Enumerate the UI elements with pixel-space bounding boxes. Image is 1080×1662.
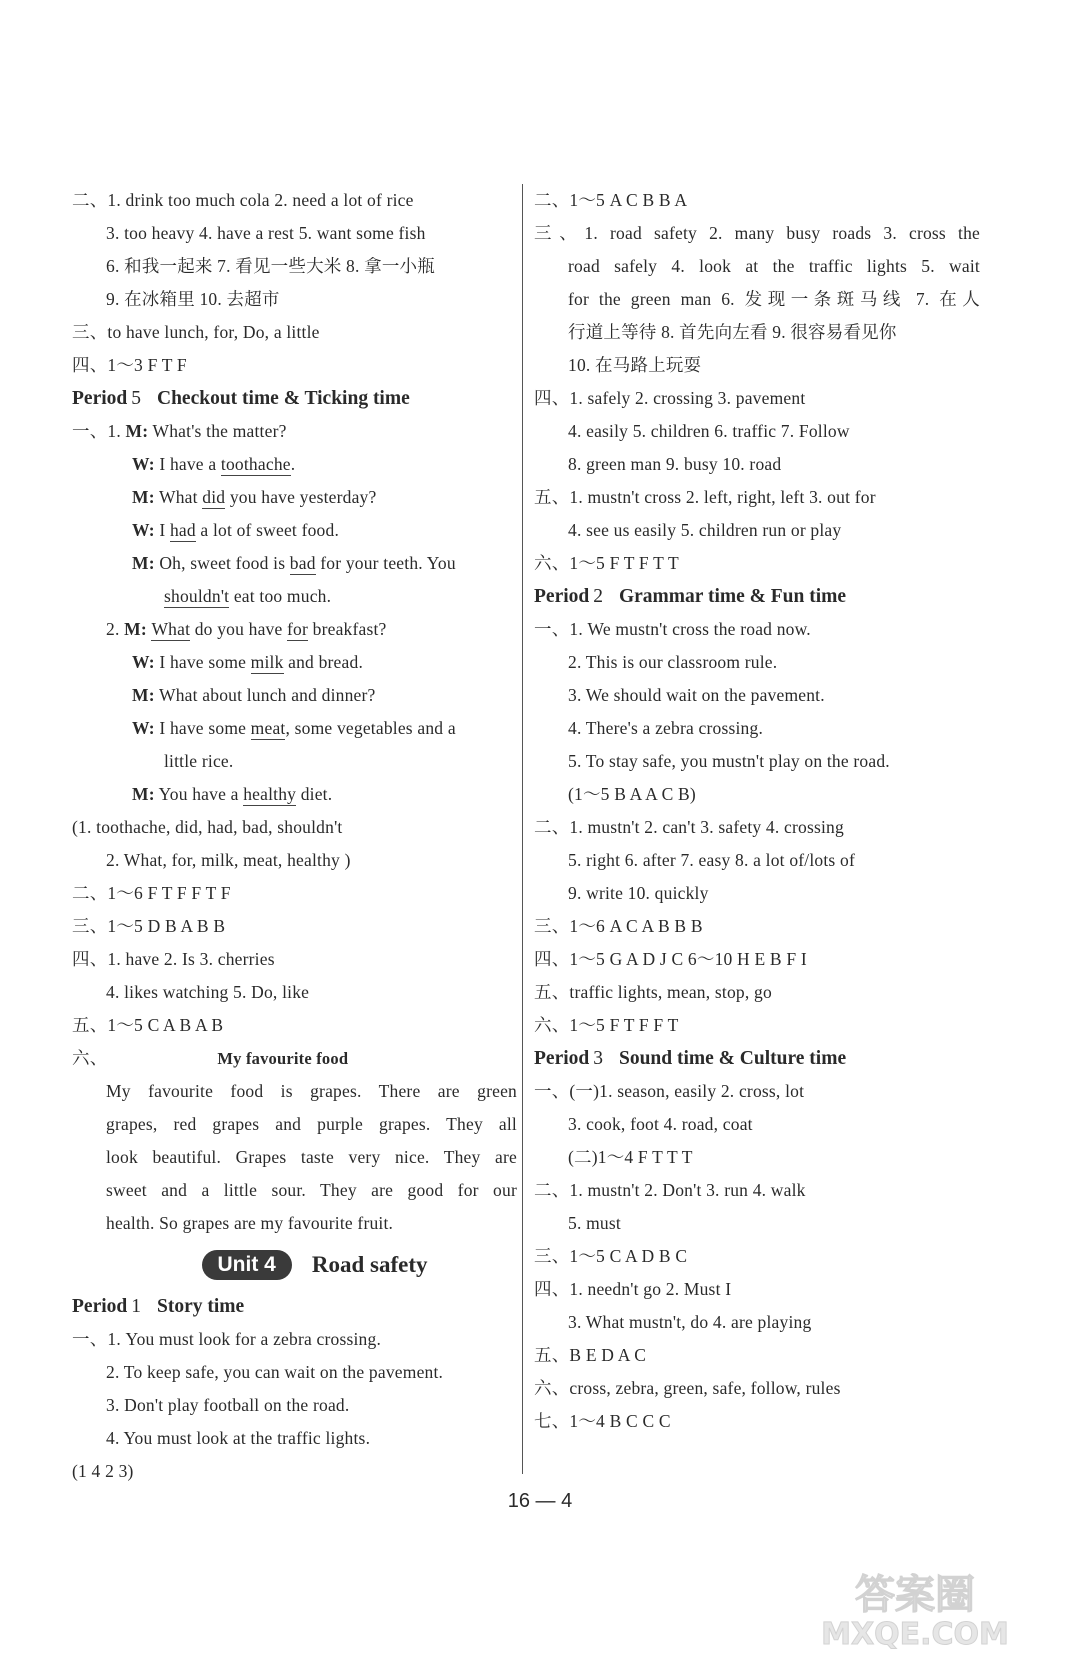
answer-line: 二、1. mustn't 2. can't 3. safety 4. crossing — [534, 817, 844, 837]
speaker-label: W: — [132, 652, 155, 672]
answer-line: 3. Don't play football on the road. — [106, 1395, 350, 1415]
period-heading — [534, 1042, 980, 1075]
answer-line: (1 4 2 3) — [72, 1461, 134, 1481]
right-column — [534, 184, 980, 1438]
period-title: Checkout time & Ticking time — [156, 388, 410, 409]
answer-line: 4. You must look at the traffic lights. — [106, 1428, 371, 1448]
unit-badge: Unit 4 — [202, 1250, 292, 1280]
period-title: Sound time & Culture time — [618, 1048, 847, 1069]
answer-line: 3. What mustn't, do 4. are playing — [568, 1312, 812, 1332]
essay-line: grapes, red grapes and purple grapes. They all — [106, 1114, 517, 1134]
answer-line: 一、1. You must look for a zebra crossing. — [72, 1329, 382, 1349]
answer-line: 行道上等待 8. 首先向左看 9. 很容易看见你 — [568, 322, 897, 342]
dialog-text: I — [154, 520, 170, 540]
dialog-text: What about lunch and dinner? — [154, 685, 376, 705]
left-column — [72, 184, 517, 1488]
speaker-label: W: — [132, 454, 155, 474]
dialog-line — [72, 547, 517, 580]
period-label: Period — [72, 1296, 128, 1317]
answer-line: 三、1～5 D B A B B — [72, 916, 226, 936]
dialog-text: What's the matter? — [148, 421, 287, 441]
dialog-text: do you have — [190, 619, 288, 639]
answer-line: 四、1. have 2. Is 3. cherries — [72, 949, 275, 969]
answer-blank: bad — [289, 553, 316, 573]
dialog-line — [72, 448, 517, 481]
answer-line: 4. see us easily 5. children run or play — [568, 520, 842, 540]
speaker-label: M: — [132, 784, 155, 804]
answer-line: 三、1. road safety 2. many busy roads 3. cross the — [534, 223, 980, 243]
dialog-text: You have a — [154, 784, 244, 804]
dialog-text: I have some — [154, 652, 251, 672]
answer-blank: toothache — [220, 454, 291, 474]
answer-line: 二、1～6 F T F F T F — [72, 883, 231, 903]
essay-line: sweet and a little sour. They are good for our — [106, 1180, 517, 1200]
answer-line: 三、to have lunch, for, Do, a little — [72, 322, 320, 342]
speaker-label: M: — [124, 619, 147, 639]
period-title: Grammar time & Fun time — [618, 586, 847, 607]
answer-line: 2. What, for, milk, meat, healthy ) — [106, 850, 351, 870]
answer-line: 六、1～5 F T F F T — [534, 1015, 679, 1035]
answer-line: 10. 在马路上玩耍 — [568, 355, 702, 375]
period-heading — [72, 1290, 517, 1323]
answer-line: 3. too heavy 4. have a rest 5. want some fish — [106, 223, 426, 243]
answer-line: for the green man 6. 发现一条斑马线 7. 在人 — [568, 289, 980, 309]
dialog-line — [72, 415, 517, 448]
essay-line: health. So grapes are my favourite fruit. — [106, 1213, 394, 1233]
speaker-label: M: — [132, 553, 155, 573]
answer-line: 5. right 6. after 7. easy 8. a lot of/lots of — [568, 850, 855, 870]
answer-line: 六、1～5 F T F T T — [534, 553, 679, 573]
answer-line: 9. 在冰箱里 10. 去超市 — [106, 289, 280, 309]
answer-line: 3. We should wait on the pavement. — [568, 685, 825, 705]
answer-line: 五、1. mustn't cross 2. left, right, left 3. out for — [534, 487, 876, 507]
answer-line: 一、(一)1. season, easily 2. cross, lot — [534, 1081, 805, 1101]
answer-line: (1. toothache, did, had, bad, shouldn't — [72, 817, 343, 837]
watermark-bottom-text: MXQE.COM — [821, 1617, 1009, 1650]
dialog-line — [72, 712, 517, 745]
period-number: 3 — [593, 1048, 603, 1069]
period-number: 5 — [131, 388, 141, 409]
period-number: 1 — [131, 1296, 141, 1317]
answer-line: 二、1～5 A C B B A — [534, 190, 688, 210]
item-number: 一、1. — [72, 421, 126, 441]
period-label: Period — [72, 388, 128, 409]
answer-line: 四、1. needn't go 2. Must I — [534, 1279, 732, 1299]
speaker-label: M: — [132, 685, 155, 705]
answer-line: 五、1～5 C A B A B — [72, 1015, 224, 1035]
answer-line: 四、1～5 G A D J C 6～10 H E B F I — [534, 949, 807, 969]
answer-line: (1～5 B A A C B) — [568, 784, 696, 804]
answer-line: 9. write 10. quickly — [568, 883, 709, 903]
answer-blank: had — [169, 520, 196, 540]
unit-heading — [112, 1240, 517, 1290]
essay-line: My favourite food is grapes. There are green — [106, 1081, 517, 1101]
dialog-text: I have a — [154, 454, 221, 474]
item-number: 2. — [106, 619, 125, 639]
column-divider — [522, 184, 523, 1474]
dialog-text: for your teeth. You — [315, 553, 456, 573]
page-number: 16 — 4 — [507, 1490, 573, 1512]
answer-line: 二、1. mustn't 2. Don't 3. run 4. walk — [534, 1180, 806, 1200]
answer-line: road safely 4. look at the traffic lights 5. wait — [568, 256, 980, 276]
answer-line: 二、1. drink too much cola 2. need a lot of rice — [72, 190, 414, 210]
speaker-label: M: — [132, 487, 155, 507]
answer-line: 4. There's a zebra crossing. — [568, 718, 764, 738]
dialog-text: a lot of sweet food. — [195, 520, 340, 540]
dialog-line — [72, 580, 517, 613]
answer-line: 5. To stay safe, you mustn't play on the road. — [568, 751, 890, 771]
answer-blank: milk — [250, 652, 284, 672]
answer-blank: shouldn't — [164, 586, 230, 606]
dialog-text: diet. — [296, 784, 333, 804]
answer-line: 三、1～6 A C A B B B — [534, 916, 703, 936]
section-number: 六、 — [72, 1048, 108, 1068]
dialog-text: What — [154, 487, 203, 507]
answer-blank: healthy — [243, 784, 297, 804]
dialog-text: , some vegetables and a — [285, 718, 456, 738]
period-heading — [72, 382, 517, 415]
unit-title: Road safety — [311, 1252, 428, 1277]
answer-line: 七、1～4 B C C C — [534, 1411, 671, 1431]
speaker-label: W: — [132, 520, 155, 540]
answer-blank: What — [151, 619, 191, 639]
dialog-text: breakfast? — [308, 619, 387, 639]
period-label: Period — [534, 586, 590, 607]
answer-line: 2. This is our classroom rule. — [568, 652, 778, 672]
answer-blank: for — [287, 619, 309, 639]
answer-line: 4. easily 5. children 6. traffic 7. Follow — [568, 421, 850, 441]
answer-line: 4. likes watching 5. Do, like — [106, 982, 310, 1002]
answer-line: 8. green man 9. busy 10. road — [568, 454, 782, 474]
period-label: Period — [534, 1048, 590, 1069]
answer-blank: meat — [250, 718, 286, 738]
period-title: Story time — [156, 1296, 245, 1317]
period-number: 2 — [593, 586, 603, 607]
dialog-line — [72, 778, 517, 811]
dialog-line — [72, 646, 517, 679]
dialog-line — [72, 613, 517, 646]
answer-line: 3. cook, foot 4. road, coat — [568, 1114, 753, 1134]
speaker-label: M: — [125, 421, 149, 441]
dialog-line — [72, 481, 517, 514]
dialog-text: eat too much. — [229, 586, 332, 606]
answer-line: 五、B E D A C — [534, 1345, 647, 1365]
dialog-text: and bread. — [283, 652, 364, 672]
speaker-label: W: — [132, 718, 155, 738]
essay-line: look beautiful. Grapes taste very nice. They are — [106, 1147, 517, 1167]
answer-line: 2. To keep safe, you can wait on the pavement. — [106, 1362, 444, 1382]
essay-heading — [72, 1042, 517, 1075]
dialog-text: . — [290, 454, 296, 474]
answer-line: 五、traffic lights, mean, stop, go — [534, 982, 772, 1002]
dialog-line — [72, 679, 517, 712]
answer-line: 四、1～3 F T F — [72, 355, 187, 375]
watermark-top-text: 答案圈 — [855, 1572, 975, 1618]
answer-line: 六、cross, zebra, green, safe, follow, rules — [534, 1378, 841, 1398]
essay-title: My favourite food — [217, 1049, 349, 1068]
answer-line: 6. 和我一起来 7. 看见一些大米 8. 拿一小瓶 — [106, 256, 435, 276]
dialog-line — [72, 745, 517, 778]
dialog-text: I have some — [154, 718, 251, 738]
dialog-line — [72, 514, 517, 547]
dialog-text: Oh, sweet food is — [154, 553, 290, 573]
dialog-text: you have yesterday? — [225, 487, 377, 507]
answer-line: 一、1. We mustn't cross the road now. — [534, 619, 811, 639]
answer-blank: did — [202, 487, 226, 507]
dialog-text: little rice. — [164, 751, 234, 771]
answer-line: 三、1～5 C A D B C — [534, 1246, 688, 1266]
answer-line: 四、1. safely 2. crossing 3. pavement — [534, 388, 806, 408]
answer-line: (二)1～4 F T T T — [568, 1147, 693, 1167]
answer-line: 5. must — [568, 1213, 621, 1233]
period-heading — [534, 580, 980, 613]
watermark-logo — [780, 1560, 1050, 1650]
